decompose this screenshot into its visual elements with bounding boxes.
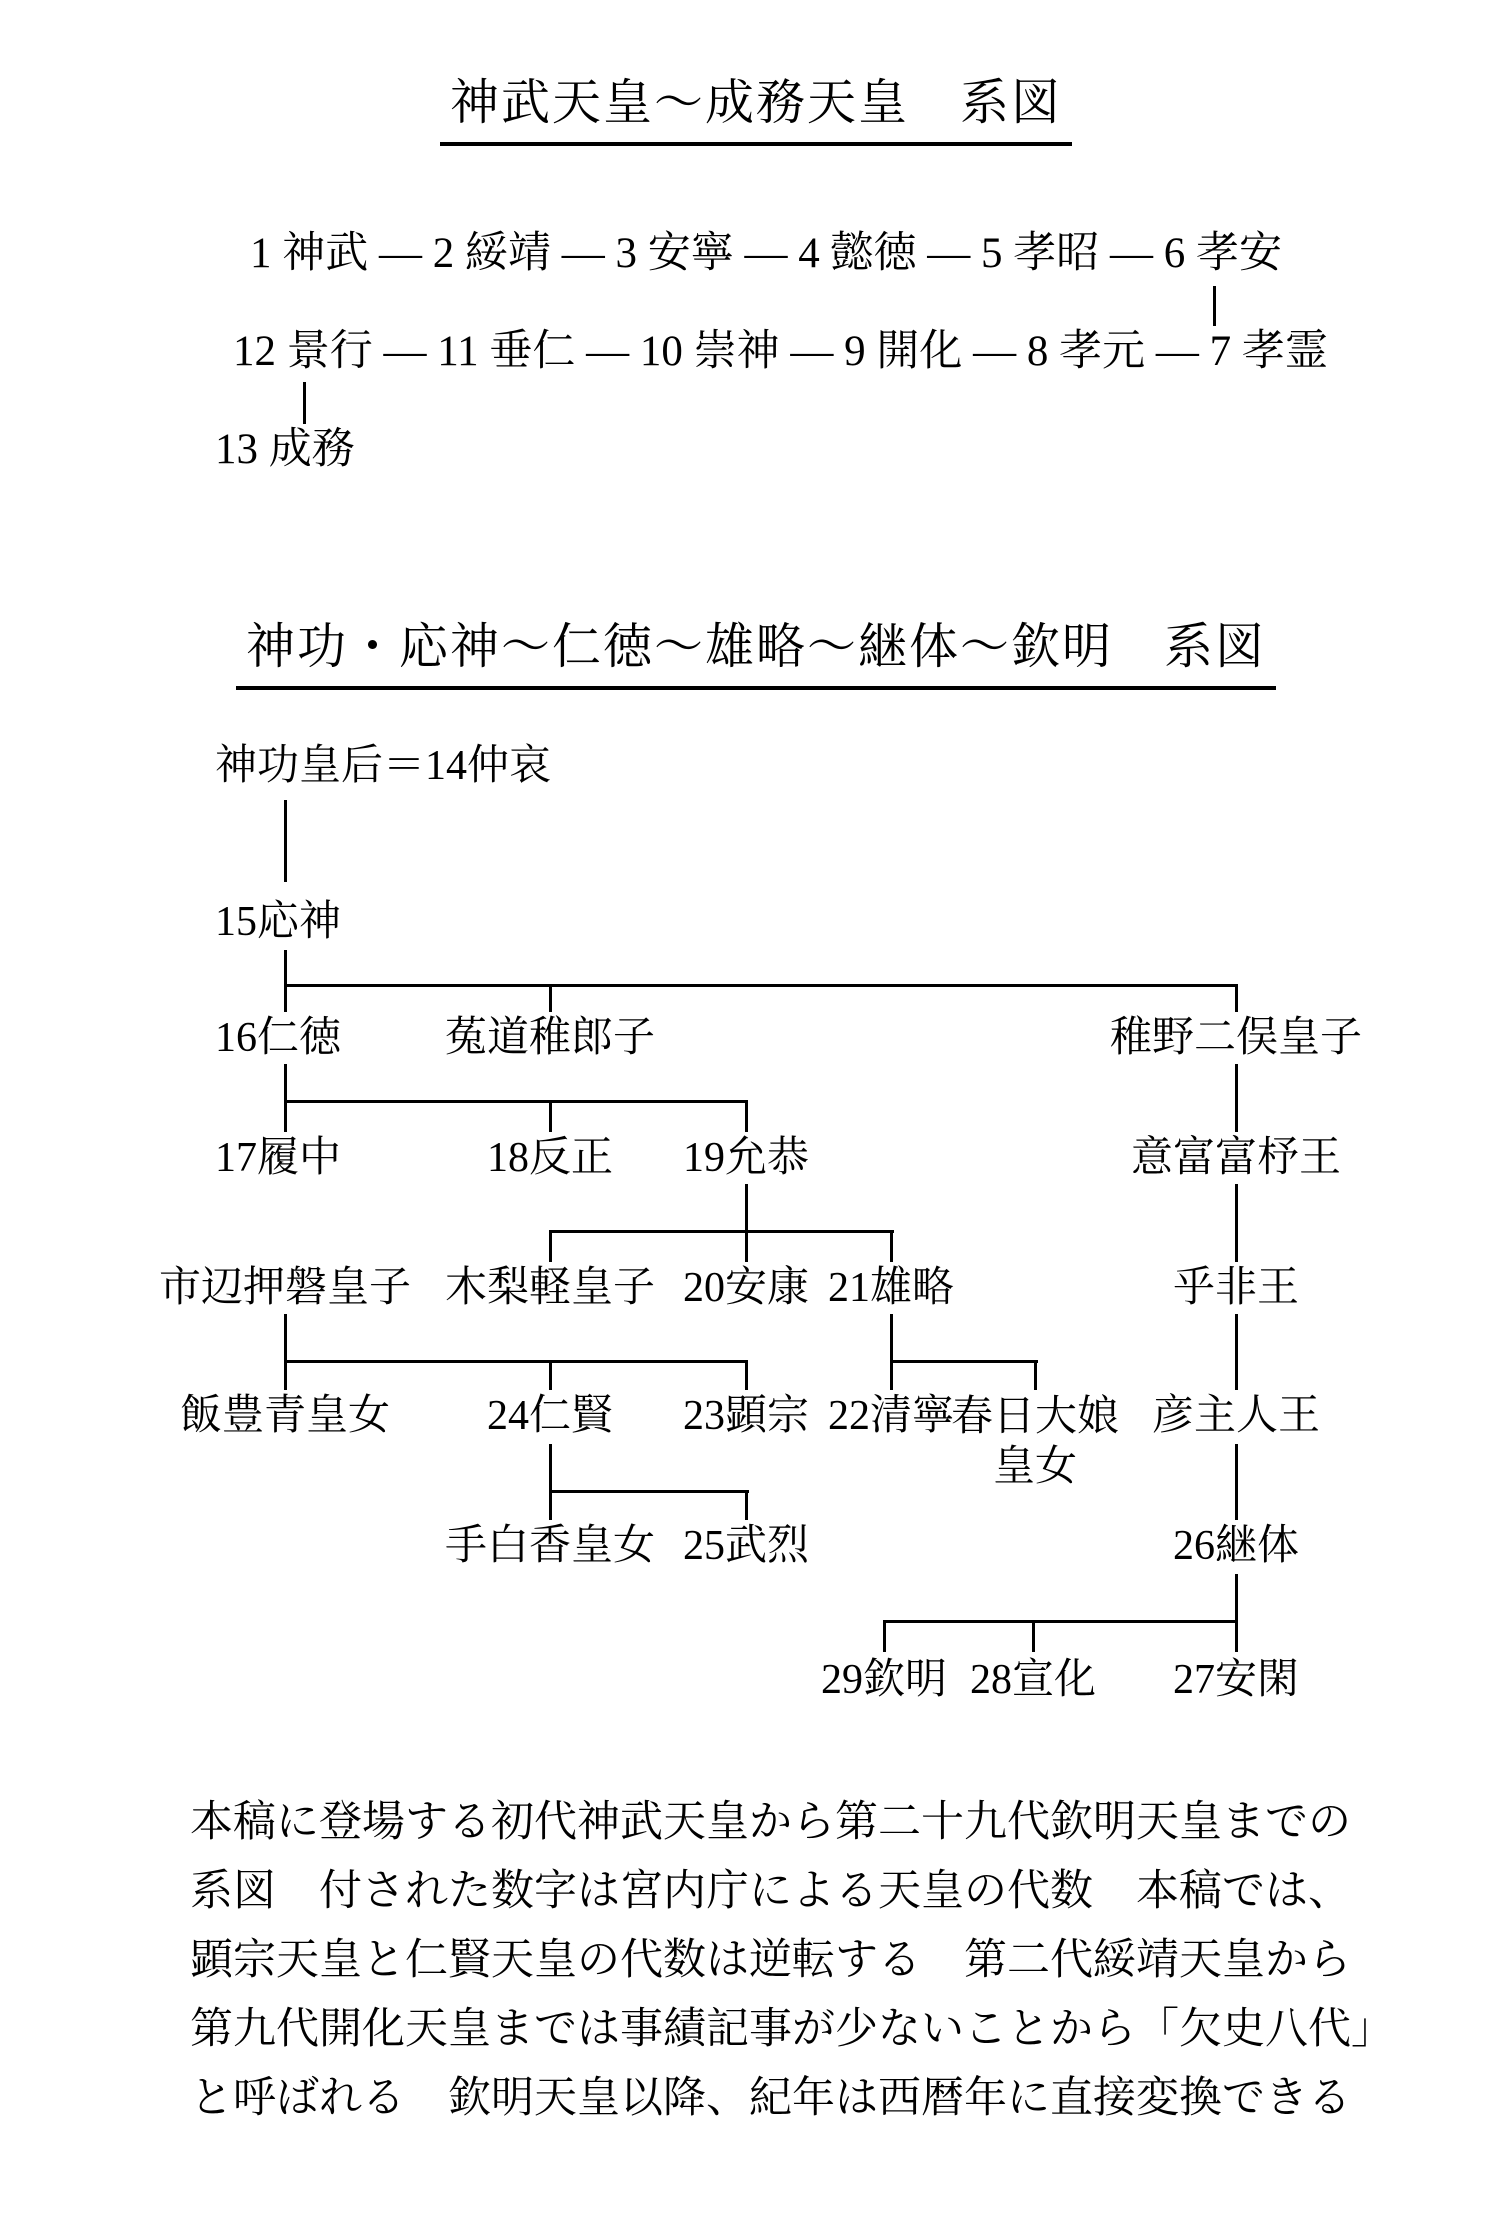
branch-keitai-children <box>884 1620 1238 1623</box>
tree-node-ofofuto: 意富富杼王 <box>1130 1135 1342 1181</box>
connector-drop-kinashi <box>549 1230 552 1262</box>
connector-ichinobe-iitoyo <box>284 1314 287 1390</box>
tree-node-hikoushi: 彦主人王 <box>1151 1393 1321 1439</box>
tree-node-buretsu: 25武烈 <box>682 1523 810 1569</box>
diagram1-title <box>0 64 1512 146</box>
diagram2-title <box>0 608 1512 690</box>
branch-ingyo-children <box>550 1230 894 1233</box>
connector-drop-hanzei <box>549 1100 552 1132</box>
connector-drop-uji <box>549 984 552 1012</box>
tree-node-seinei: 22清寧 <box>827 1393 955 1439</box>
branch-ninken-children <box>550 1490 749 1493</box>
connector-keitai-ankan <box>1235 1574 1238 1652</box>
connector-drop-ingyo <box>745 1100 748 1132</box>
emperor-chain-row-3: 13 成務 <box>215 426 355 473</box>
tree-node-jingu-chuai: 神功皇后＝14仲哀 <box>215 743 552 789</box>
connector-drop-kasuga <box>1034 1360 1037 1390</box>
branch-ojin-children <box>285 984 1238 987</box>
connector-drop-kenzo <box>745 1360 748 1390</box>
tree-node-hanzei: 18反正 <box>486 1135 614 1181</box>
connector-ingyo-anko <box>745 1184 748 1262</box>
connector-ohi-hikoushi <box>1235 1314 1238 1390</box>
connector-drop-wakanuke <box>1235 984 1238 1012</box>
tree-node-wakanuke: 稚野二俣皇子 <box>1109 1015 1363 1061</box>
connector-wakanuke-ofofuto <box>1235 1064 1238 1132</box>
notes-line: 顕宗天皇と仁賢天皇の代数は逆転する 第二代綏靖天皇から <box>190 1937 1351 1984</box>
connector-drop-senka <box>1032 1620 1035 1652</box>
connector-drop-kinmei <box>883 1620 886 1652</box>
notes-paragraph <box>190 1788 1394 2133</box>
tree-node-ingyo: 19允恭 <box>682 1135 810 1181</box>
tree-node-ninken: 24仁賢 <box>486 1393 614 1439</box>
tree-node-kasuga: 春日大娘皇女 <box>950 1394 1119 1491</box>
connector-drop-buretsu <box>745 1490 748 1520</box>
emperor-chain-row-2: 12 景行 ― 11 垂仁 ― 10 崇神 ― 9 開化 ― 8 孝元 ― 7 孝霊 <box>233 328 1328 375</box>
notes-line: と呼ばれる 欽明天皇以降、紀年は西暦年に直接変換できる <box>190 2075 1351 2122</box>
diagram1-title-text: 神武天皇～成務天皇 系図 <box>440 64 1072 146</box>
tree-node-kinmei: 29欽明 <box>820 1657 948 1703</box>
tree-node-teshiraka: 手白香皇女 <box>444 1523 656 1569</box>
tree-node-kinashi: 木梨軽皇子 <box>444 1265 656 1311</box>
connector-koan-korei <box>1213 286 1216 326</box>
tree-node-yuryaku: 21雄略 <box>827 1265 955 1311</box>
tree-node-iitoyo: 飯豊青皇女 <box>179 1393 391 1439</box>
notes-line: 系図 付された数字は宮内庁による天皇の代数 本稿では、 <box>190 1868 1351 1915</box>
tree-node-keitai: 26継体 <box>1172 1523 1300 1569</box>
branch-ichinobe-children <box>285 1360 748 1363</box>
connector-ofofuto-ohi <box>1235 1184 1238 1262</box>
tree-node-senka: 28宣化 <box>969 1657 1097 1703</box>
connector-drop-yuryaku <box>890 1230 893 1262</box>
branch-yuryaku-children <box>891 1360 1038 1363</box>
connector-jingu-ojin <box>284 800 287 882</box>
branch-nintoku-children <box>285 1100 748 1103</box>
connector-ninken-teshiraka <box>549 1444 552 1520</box>
connector-ojin-nintoku <box>284 950 287 1012</box>
tree-node-anko: 20安康 <box>682 1265 810 1311</box>
diagram2-title-text: 神功・応神～仁徳～雄略～継体～欽明 系図 <box>236 608 1276 690</box>
tree-node-kenzo: 23顕宗 <box>682 1393 810 1439</box>
connector-keiko-seimu <box>303 382 306 424</box>
connector-hikoushi-keitai <box>1235 1444 1238 1520</box>
tree-node-ichinobe: 市辺押磐皇子 <box>158 1265 412 1311</box>
notes-line: 本稿に登場する初代神武天皇から第二十九代欽明天皇までの <box>190 1799 1351 1846</box>
tree-node-uji: 菟道稚郎子 <box>444 1015 656 1061</box>
tree-node-ankan: 27安閑 <box>1172 1657 1300 1703</box>
tree-node-ohi: 乎非王 <box>1172 1265 1300 1311</box>
connector-drop-ninken <box>549 1360 552 1390</box>
connector-nintoku-richu <box>284 1064 287 1132</box>
tree-node-nintoku: 16仁徳 <box>215 1015 342 1061</box>
emperor-chain-row-1: 1 神武 ― 2 綏靖 ― 3 安寧 ― 4 懿徳 ― 5 孝昭 ― 6 孝安 <box>250 230 1282 277</box>
tree-node-ojin: 15応神 <box>215 899 342 945</box>
notes-line: 第九代開化天皇までは事績記事が少ないことから「欠史八代」 <box>190 2006 1394 2053</box>
tree-node-richu: 17履中 <box>215 1135 342 1181</box>
connector-yuryaku-seinei <box>890 1314 893 1390</box>
